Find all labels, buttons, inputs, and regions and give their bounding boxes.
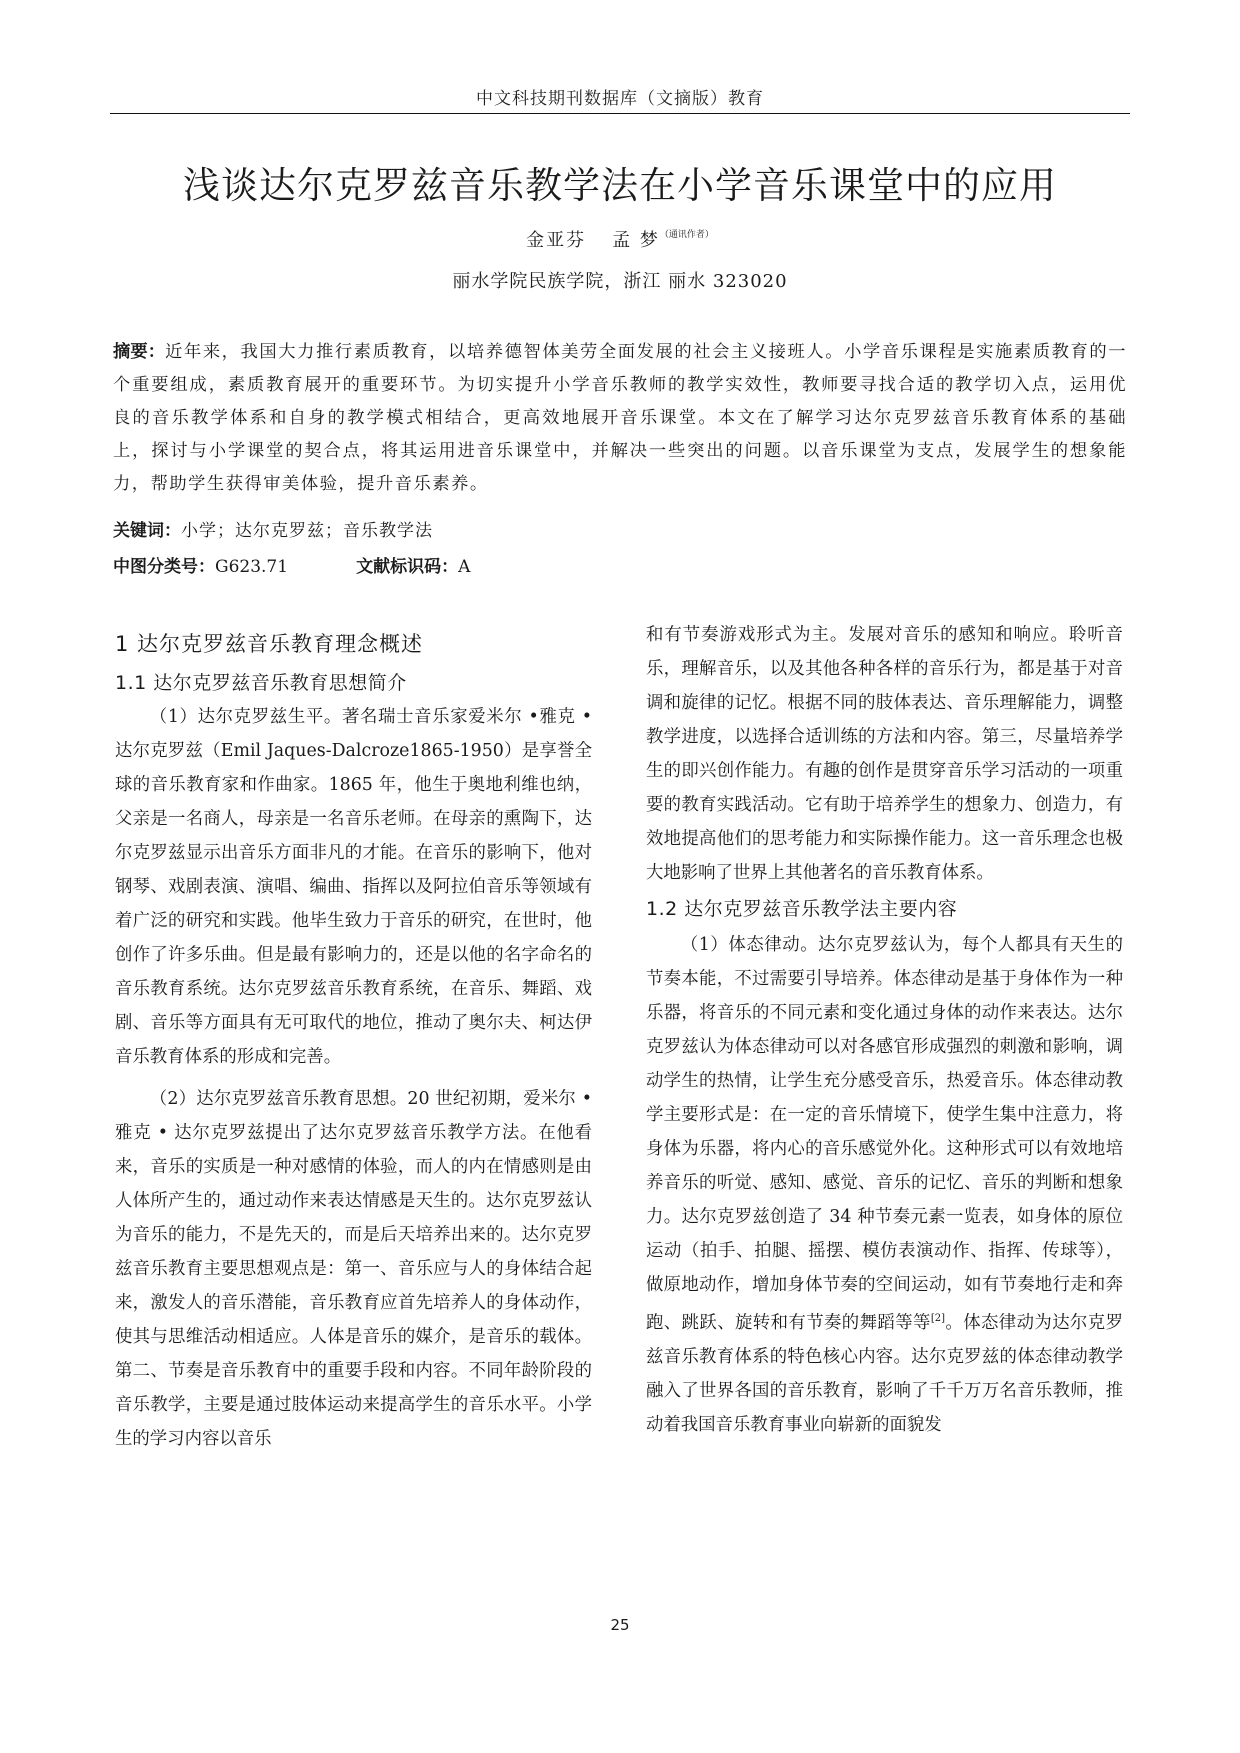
- right-column: [646, 618, 1123, 1442]
- paper-title: 浅谈达尔克罗兹音乐教学法在小学音乐课堂中的应用: [183, 164, 1057, 207]
- citation-2: [2]: [930, 1313, 945, 1324]
- keywords: [113, 516, 1127, 541]
- abstract-text: 近年来，我国大力推行素质教育，以培养德智体美劳全面发展的社会主义接班人。小学音乐课程是实施素质教育的一个重要组成，素质教育展开的重要环节。为切实提升小学音乐教师的教学实效性，教师要寻找合适的教学切入点，运用优良的音乐教学体系和自身的教学模式相结合，更高效地展开音乐课堂。本文在了解学习达尔克罗兹音乐教育体系的基础上，探讨与小学课堂的契合点，将其运用进音乐课堂中，并解决一些突出的问题。以音乐课堂为支点，发展学生的想象能力，帮助学生获得审美体验，提升音乐素养。: [113, 342, 1127, 494]
- section-heading-1: 1 达尔克罗兹音乐教育理念概述: [115, 632, 424, 656]
- page-number: 25: [610, 1616, 630, 1634]
- keywords-label: 关键词：: [113, 521, 181, 541]
- classification: [113, 552, 1127, 577]
- subsection-heading-1-1: 1.1 达尔克罗兹音乐教育思想简介: [115, 672, 407, 694]
- affiliation: 丽水学院民族学院，浙江 丽水 323020: [452, 271, 788, 292]
- left-column: [115, 626, 592, 1456]
- clc-value: G623.71: [215, 557, 289, 577]
- corresponding-author-note: （通讯作者）: [659, 230, 714, 240]
- authors: [110, 226, 1130, 252]
- author-1: 金亚芬: [526, 230, 587, 251]
- header-rule: [110, 113, 1130, 114]
- abstract: [113, 336, 1127, 501]
- paragraph-continued: 和有节奏游戏形式为主。发展对音乐的感知和响应。聆听音乐，理解音乐，以及其他各种各样的音乐行为，都是基于对音调和旋律的记忆。根据不同的肢体表达、音乐理解能力，调整教学进度，以选择合适训练的方法和内容。第三，尽量培养学生的即兴创作能力。有趣的创作是贯穿音乐学习活动的一项重要的教育实践活动。它有助于培养学生的想象力、创造力，有效地提高他们的思考能力和实际操作能力。这一音乐理念也极大地影响了世界上其他著名的音乐教育体系。: [646, 625, 1123, 883]
- eurhythmics-text-a: （1）体态律动。达尔克罗兹认为，每个人都具有天生的节奏本能，不过需要引导培养。体态律动是基于身体作为一种乐器，将音乐的不同元素和变化通过身体的动作来表达。达尔克罗兹认为体态律动可以对各感官形成强烈的刺激和影响，调动学生的热情，让学生充分感受音乐，热爱音乐。体态律动教学主要形式是：在一定的音乐情境下，使学生集中注意力，将身体为乐器，将内心的音乐感觉外化。这种形式可以有效地培养音乐的听觉、感知、感觉、音乐的记忆、音乐的判断和想象力。达尔克罗兹创造了 34 种节奏元素一览表，如身体的原位运动（拍手、拍腿、摇摆、模仿表演动作、指挥、传球等），做原地动作，增加身体节奏的空间运动，如有节奏地行走和奔跑、跳跃、旋转和有节奏的舞蹈等等: [646, 935, 1123, 1333]
- paragraph-education-thought: （2）达尔克罗兹音乐教育思想。20 世纪初期，爱米尔 • 雅克 • 达尔克罗兹提出了达尔克罗兹音乐教学方法。在他看来，音乐的实质是一种对感情的体验，而人的内在情感则是由人体所产生的，通过动作来表达情感是天生的。达尔克罗兹认为音乐的能力，不是先天的，而是后天培养出来的。达尔克罗兹音乐教育主要思想观点是：第一、音乐应与人的身体结合起来，激发人的音乐潜能，音乐教育应首先培养人的身体动作，使其与思维活动相适应。人体是音乐的媒介，是音乐的载体。第二、节奏是音乐教育中的重要手段和内容。不同年龄阶段的音乐教学，主要是通过肢体运动来提高学生的音乐水平。小学生的学习内容以音乐: [115, 1089, 592, 1449]
- doc-code-value: A: [458, 557, 471, 577]
- paragraph-eurhythmics: [646, 928, 1123, 1442]
- journal-header: 中文科技期刊数据库（文摘版）教育: [476, 89, 764, 109]
- paragraph-biography: （1）达尔克罗兹生平。著名瑞士音乐家爱米尔 •雅克 • 达尔克罗兹（Emil Jaques-Dalcroze1865-1950）是享誉全球的音乐教育家和作曲家。1865 年，他生于奥地利维也纳，父亲是一名商人，母亲是一名音乐老师。在母亲的熏陶下，达尔克罗兹显示出音乐方面非凡的才能。在音乐的影响下，他对钢琴、戏剧表演、演唱、编曲、指挥以及阿拉伯音乐等领域有着广泛的研究和实践。他毕生致力于音乐的研究，在世时，他创作了许多乐曲。但是最有影响力的，还是以他的名字命名的音乐教育系统。达尔克罗兹音乐教育系统，在音乐、舞蹈、戏剧、音乐等方面具有无可取代的地位，推动了奥尔夫、柯达伊音乐教育体系的形成和完善。: [115, 707, 592, 1067]
- subsection-heading-1-2: 1.2 达尔克罗兹音乐教学法主要内容: [646, 898, 958, 920]
- abstract-label: 摘要：: [113, 342, 166, 362]
- eurhythmics-text-b: 。体态律动为达尔克罗兹音乐教育体系的特色核心内容。达尔克罗兹的体态律动教学融入了世界各国的音乐教育，影响了千千万万名音乐教师，推动着我国音乐教育事业向崭新的面貌发: [646, 1313, 1123, 1435]
- author-2: 孟 梦: [612, 230, 660, 251]
- doc-code-label: 文献标识码：: [356, 557, 459, 577]
- keywords-text: 小学；达尔克罗兹；音乐教学法: [181, 521, 433, 541]
- clc-label: 中图分类号：: [113, 557, 215, 577]
